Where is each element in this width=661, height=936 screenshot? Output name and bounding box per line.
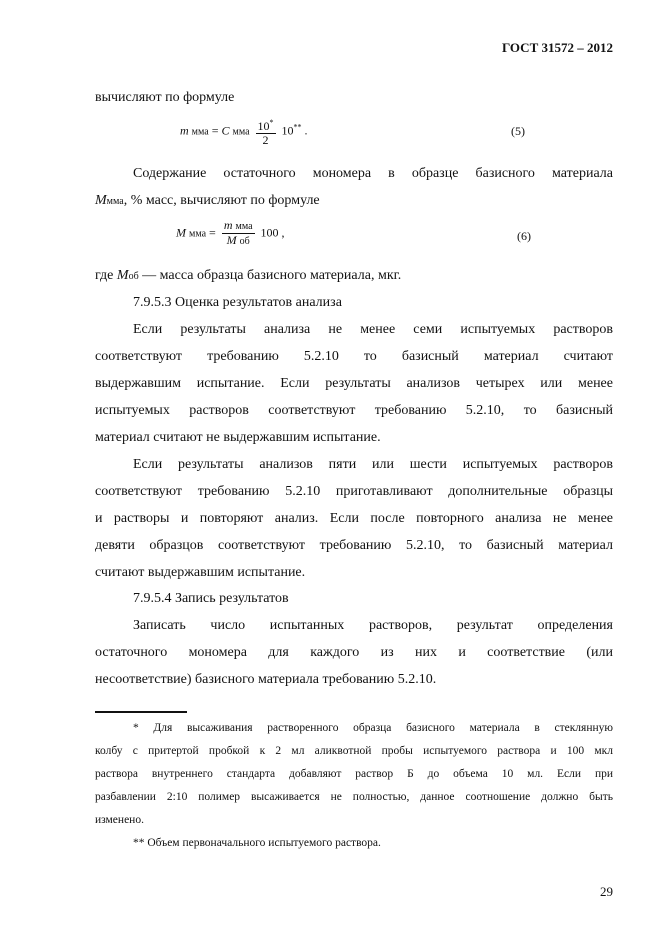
footnote-separator <box>95 711 187 713</box>
footnote1-line: разбавлении 2:10 полимер высаживается не полностью, данное соотношение должно быть <box>95 791 613 803</box>
formula6-factor: 100 <box>260 225 279 240</box>
where-prefix: где <box>95 268 117 283</box>
intro-text: вычисляют по формуле <box>95 90 235 105</box>
formula-5 <box>180 116 308 147</box>
formula5-fraction <box>256 116 276 147</box>
formula6-lhs-sub: мма <box>189 228 207 240</box>
formula6-number: (6) <box>517 229 531 243</box>
where-rest: — масса образца базисного материала, мкг. <box>138 268 402 283</box>
formula6-fraction <box>222 219 255 248</box>
where-var: M <box>116 268 129 283</box>
page-number: 29 <box>600 884 613 899</box>
para-b-line: и растворы и повторяют анализ. Если после повторного анализа не менее <box>95 511 613 526</box>
formula6-den-sub: об <box>239 236 250 247</box>
formula5-lhs-sub: мма <box>191 126 209 138</box>
where-sub: об <box>128 271 139 282</box>
para-b-line: считают выдержавшим испытание. <box>95 565 306 580</box>
footnote1-line: колбу с притертой пробкой к 2 мл аликвотной пробы испытуемого раствора и 100 мкл <box>95 745 613 757</box>
footnote1-line: раствора внутреннего стандарта добавляют раствор Б до объема 10 мл. Если при <box>95 768 613 780</box>
footnote1-line: * Для высаживания растворенного образца базисного материала в стеклянную <box>133 722 613 734</box>
where-line <box>95 262 613 290</box>
content-var-sub: мма <box>106 196 124 207</box>
formula6-end: , <box>281 225 285 240</box>
para-c-line: остаточного мономера для каждого из них и соответствие (или <box>95 645 613 660</box>
footnote1-line: изменено. <box>95 814 144 826</box>
para-a-line: выдержавшим испытание. Если результаты анализов четырех или менее <box>95 376 613 391</box>
para-b-line: соответствуют требованию 5.2.10 приготавливают дополнительные образцы <box>95 484 613 499</box>
content-rest: , % масс, вычисляют по формуле <box>123 193 320 208</box>
formula5-frac-num: 10 <box>257 119 270 133</box>
formula5-number: (5) <box>511 124 525 138</box>
footnote2: ** Объем первоначального испытуемого раствора. <box>133 837 381 849</box>
para-a-line: материал считают не выдержавшим испытание. <box>95 430 381 445</box>
formula5-frac-den: 2 <box>262 133 269 147</box>
formula6-den-var: M <box>226 233 237 247</box>
para-b-line: девяти образцов соответствуют требованию 5.2.10, то базисный материал <box>95 538 613 553</box>
formula6-num-sub: мма <box>235 221 253 232</box>
content-para-line1: Содержание остаточного мономера в образце базисного материала <box>133 166 613 181</box>
para-a-line: испытуемых растворов соответствуют требованию 5.2.10, то базисный <box>95 403 613 418</box>
formula5-c-sub: мма <box>232 126 250 138</box>
para-b-line: Если результаты анализов пяти или шести испытуемых растворов <box>133 457 613 472</box>
formula5-factor-sup: ** <box>293 122 302 132</box>
formula5-frac-num-sup: * <box>269 118 274 127</box>
para-a-line: Если результаты анализа не менее семи испытуемых растворов <box>133 322 613 337</box>
document-header: ГОСТ 31572 – 2012 <box>501 40 613 55</box>
formula5-eq: = <box>211 123 219 138</box>
section-7954-heading: 7.9.5.4 Запись результатов <box>133 591 289 606</box>
para-a-line: соответствуют требованию 5.2.10 то базисный материал считают <box>95 349 613 364</box>
formula-6 <box>176 219 285 248</box>
formula6-num-var: m <box>223 218 233 232</box>
para-c-line: несоответствие) базисного материала требованию 5.2.10. <box>95 672 437 687</box>
section-7953-heading: 7.9.5.3 Оценка результатов анализа <box>133 295 342 310</box>
formula5-lhs-var: m <box>180 123 189 138</box>
content-var: M <box>95 193 107 208</box>
formula6-eq: = <box>209 225 216 240</box>
formula5-end: . <box>304 123 308 138</box>
formula5-c-var: C <box>221 123 230 138</box>
content-para-line2 <box>95 187 613 215</box>
formula5-factor: 10 <box>281 123 294 138</box>
para-c-line: Записать число испытанных растворов, результат определения <box>133 618 613 633</box>
formula6-lhs-var: M <box>176 225 186 240</box>
